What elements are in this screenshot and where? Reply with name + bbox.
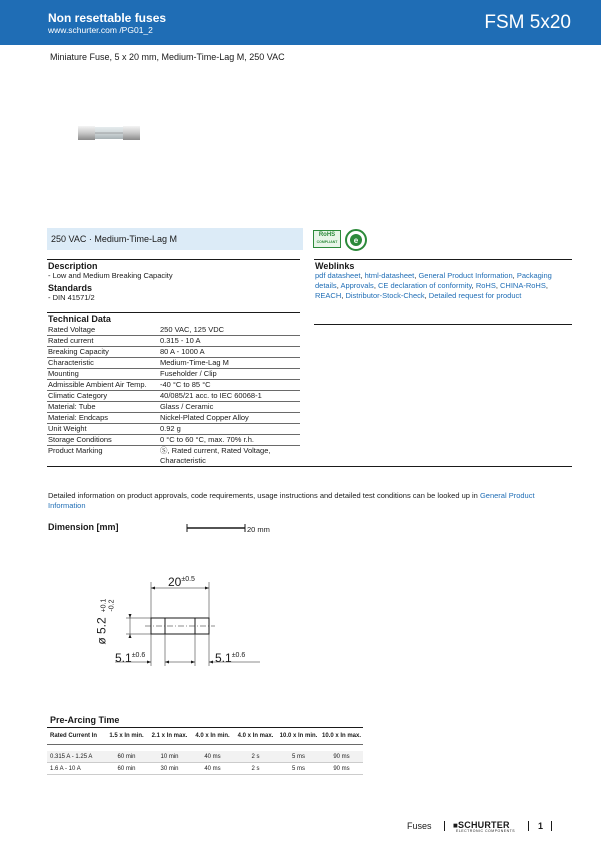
standards-text: - DIN 41571/2 <box>48 293 95 302</box>
scale-label: 20 mm <box>247 525 270 534</box>
cap-left-dimension: $5.1^{\pm 0.6}$ <box>115 651 146 665</box>
cap-right-dimension: $5.1^{\pm 0.6}$ <box>215 651 246 665</box>
weblink-general-info[interactable]: General Product Information <box>418 271 513 280</box>
weblink-packaging[interactable]: Packaging details <box>315 271 552 290</box>
schurter-logo-sub: ELECTRONIC COMPONENTS <box>456 829 516 833</box>
footer-section: Fuses <box>407 821 432 831</box>
table-row: Rated Voltage 250 VAC, 125 VDC <box>47 325 300 336</box>
dimension-heading: Dimension [mm] <box>48 522 119 532</box>
weblink-ce-declaration[interactable]: CE declaration of conformity <box>377 281 472 290</box>
table-row: Material: Endcaps Nickel-Plated Copper Alloy <box>47 413 300 424</box>
header-url[interactable]: www.schurter.com /PG01_2 <box>48 25 153 35</box>
table-row: Mounting Fuseholder / Clip <box>47 369 300 380</box>
weblinks-rule <box>314 259 572 260</box>
weblinks-bottom-rule <box>314 324 572 325</box>
table-row: Storage Conditions 0 °C to 60 °C, max. 70% r.h. <box>47 435 300 446</box>
table-row: 0.315 A - 1.25 A 60 min 10 min 40 ms 2 s 5 ms 90 ms <box>47 751 363 763</box>
length-dimension: $20^{\pm 0.5}$ <box>168 575 195 589</box>
product-name: FSM 5x20 <box>484 12 571 33</box>
standards-heading: Standards <box>48 283 93 293</box>
table-row: Unit Weight 0.92 g <box>47 424 300 435</box>
china-rohs-icon <box>345 229 367 251</box>
product-subtitle: Miniature Fuse, 5 x 20 mm, Medium-Time-Lag M, 250 VAC <box>50 52 285 62</box>
schurter-logo: ■SCHURTER <box>453 820 510 830</box>
table-row: Product Marking Ⓢ, Rated current, Rated Voltage, Characteristic <box>48 446 271 465</box>
general-info-link[interactable]: General Product Information <box>48 491 535 510</box>
weblink-china-rohs[interactable]: CHINA-RoHS <box>500 281 546 290</box>
weblink-reach[interactable]: REACH <box>315 291 342 300</box>
rating-bar: 250 VAC · Medium-Time-Lag M <box>47 228 303 250</box>
prearcing-heading: Pre-Arcing Time <box>50 715 120 725</box>
table-row: 1.6 A - 10 A 60 min 30 min 40 ms 2 s 5 ms 90 ms <box>47 763 363 775</box>
table-row: Rated current 0.315 - 10 A <box>47 336 300 347</box>
weblinks-list: pdf datasheet, html-datasheet, General Product Information, Packaging details, Approvals, CE declaration of conformity, RoHS, CHINA-RoHS, REACH, Distributor-Stock-Check, Detailed request for product <box>315 271 552 300</box>
description-heading: Description <box>48 261 98 271</box>
svg-text:e: e <box>353 236 359 245</box>
table-row: Characteristic Medium-Time-Lag M <box>47 358 300 369</box>
technical-rule <box>47 312 300 313</box>
page-number: 1 <box>538 821 544 831</box>
weblink-stock-check[interactable]: Distributor-Stock-Check <box>345 291 425 300</box>
table-header: Rated Current In 1.5 x In min. 2.1 x In max. 4.0 x In min. 4.0 x In max. 10.0 x In min. 10.0 x In max. <box>47 727 363 745</box>
page-header <box>0 0 601 45</box>
description-text: - Low and Medium Breaking Capacity <box>48 271 173 280</box>
weblinks-heading: Weblinks <box>315 261 355 271</box>
rohs-badge: RoHS COMPLIANT <box>313 230 341 248</box>
table-row: Climatic Category 40/085/21 acc. to IEC 60068-1 <box>47 391 300 402</box>
technical-bottom-rule <box>47 466 572 467</box>
table-row: Admissible Ambient Air Temp. -40 °C to 85 °C <box>47 380 300 391</box>
detail-note: Detailed information on product approvals, code requirements, usage instructions and detailed test conditions can be looked up in General Product Information <box>48 491 535 510</box>
fuse-product-image <box>78 126 140 140</box>
description-rule <box>47 259 300 260</box>
footer-divider <box>444 821 445 831</box>
weblink-approvals[interactable]: Approvals <box>340 281 374 290</box>
prearcing-table <box>47 727 363 775</box>
table-row: Material: Tube Glass / Ceramic <box>47 402 300 413</box>
technical-table <box>47 325 300 466</box>
header-title: Non resettable fuses <box>48 11 167 25</box>
diameter-dimension: ø 5.2 +0.1 -0.2 <box>94 598 116 645</box>
weblink-rohs[interactable]: RoHS <box>475 281 496 290</box>
footer-divider <box>528 821 529 831</box>
weblink-html-datasheet[interactable]: html-datasheet <box>364 271 415 280</box>
weblink-detailed-request[interactable]: Detailed request for product <box>428 291 522 300</box>
technical-heading: Technical Data <box>48 314 111 324</box>
footer-divider <box>551 821 552 831</box>
table-row: Breaking Capacity 80 A - 1000 A <box>47 347 300 358</box>
weblink-pdf-datasheet[interactable]: pdf datasheet <box>315 271 361 280</box>
